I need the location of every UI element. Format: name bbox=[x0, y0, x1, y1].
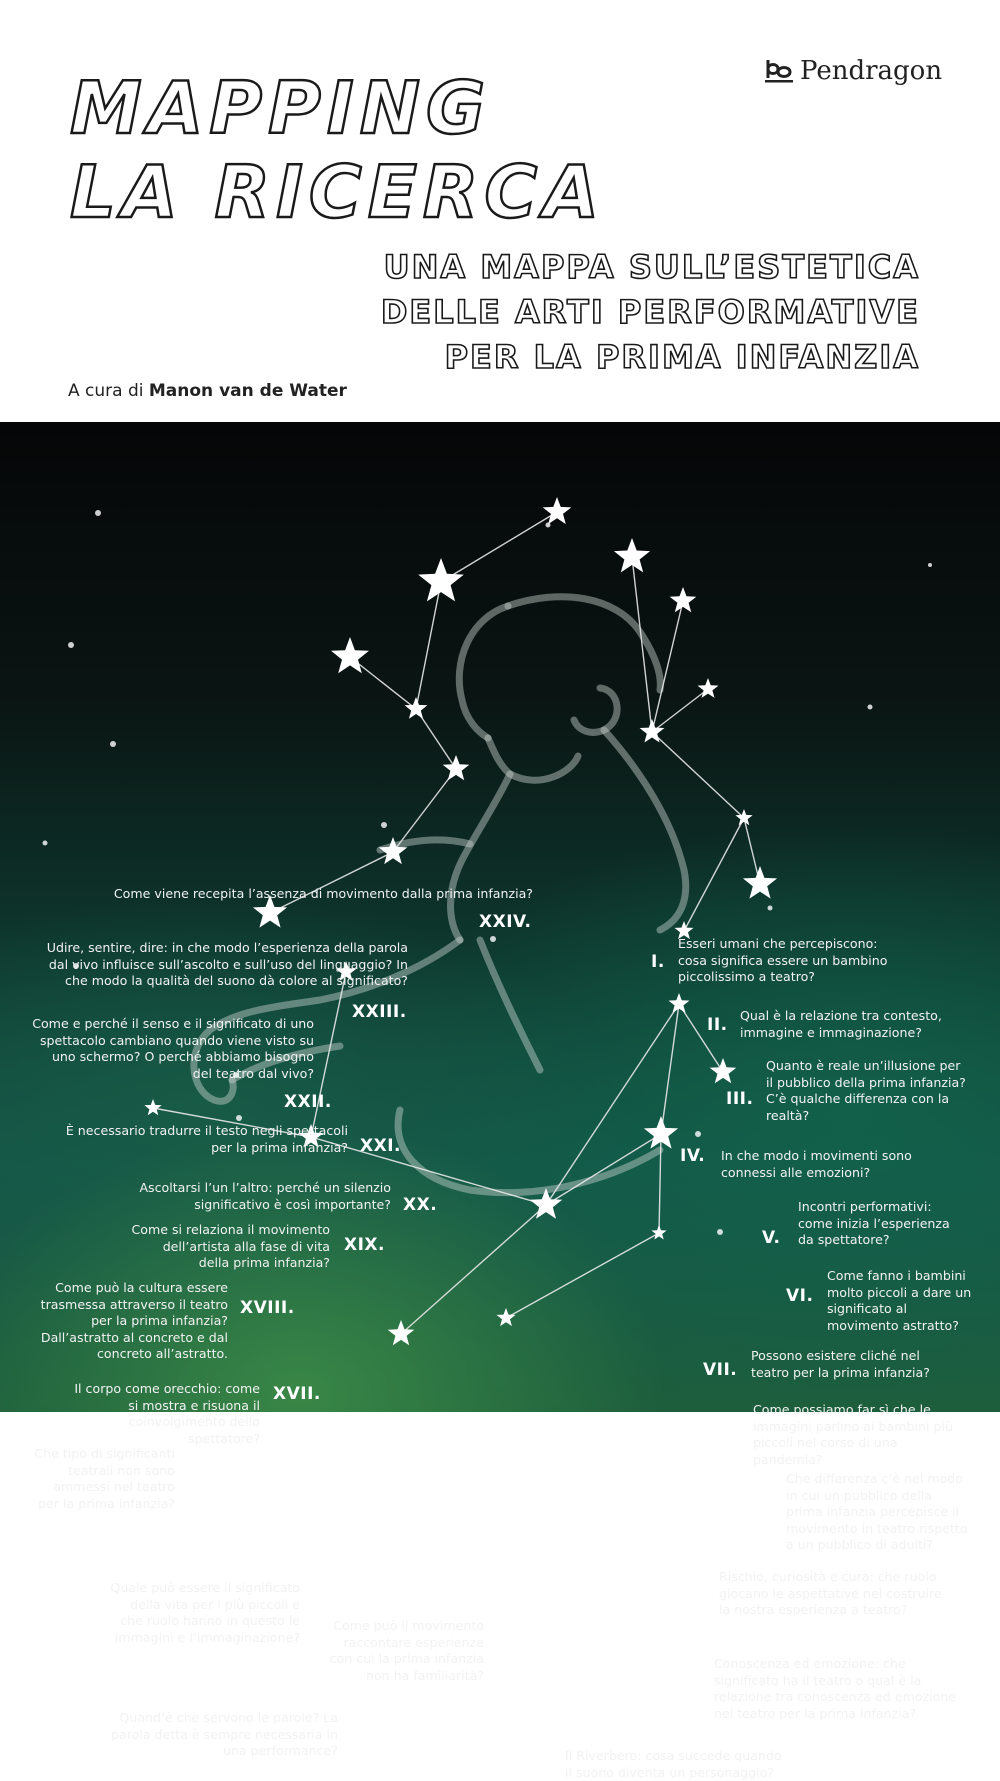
pendragon-logo-icon bbox=[764, 54, 794, 88]
numeral-9: IX. bbox=[742, 1486, 770, 1506]
question-2: Qual è la relazione tra contesto, immagine e immaginazione? bbox=[740, 1008, 942, 1040]
numeral-14: XIV. bbox=[567, 1608, 606, 1628]
curator-name: Manon van de Water bbox=[148, 381, 347, 401]
star-11 bbox=[651, 1225, 666, 1240]
question-21: È necessario tradurre il testo negli spettacoli per la prima infanzia? bbox=[65, 1123, 348, 1155]
question-15: Quale può essere il significato della vita per i più piccoli e che ruolo hanno in questo le immagini e l’immaginazione? bbox=[110, 1580, 300, 1645]
question-4: In che modo i movimenti sono connessi alle emozioni? bbox=[721, 1148, 912, 1180]
star-23 bbox=[418, 558, 464, 601]
question-18: Come può la cultura essere trasmessa attraverso il teatro per la prima infanzia? Dall’astratto al concreto e dal concreto all’astratto. bbox=[40, 1280, 228, 1361]
question-11: Conoscenza ed emozione: che significato ha il teatro o qual è la relazione tra conoscenza ed emozione nel teatro per la prima infanzia? bbox=[714, 1656, 957, 1721]
star-4 bbox=[640, 719, 665, 743]
question-24: Come viene recepita l’assenza di movimento dalla prima infanzia? bbox=[113, 886, 533, 901]
star-13 bbox=[388, 1320, 415, 1345]
question-14: Come può il movimento raccontare esperienze con cui la prima infanzia non ha familiarità? bbox=[329, 1618, 484, 1683]
numeral-3: III. bbox=[726, 1089, 754, 1109]
question-19: Come si relaziona il movimento dell’artista alla fase di vita della prima infanzia? bbox=[131, 1222, 330, 1270]
numeral-20: XX. bbox=[403, 1195, 438, 1215]
numeral-19: XIX. bbox=[344, 1235, 385, 1255]
numeral-24: XXIV. bbox=[479, 912, 532, 932]
question-10: Rischio, curiosità e cura: che ruolo giocano le aspettative nel costruire la nostra esperienza a teatro? bbox=[719, 1569, 942, 1617]
question-13: Quand’è che servono le parole? La parola detta è sempre necessaria in una performance? bbox=[111, 1710, 338, 1758]
title-line-2: LA RICERCA bbox=[70, 150, 605, 234]
publisher-name: Pendragon bbox=[800, 56, 943, 86]
numeral-17: XVII. bbox=[273, 1384, 321, 1404]
question-23: Udire, sentire, dire: in che modo l’esperienza della parola dal vivo influisce sull’ascolto e sull’uso del linguaggio? In che modo la qualità del suono dà colore al significato? bbox=[46, 940, 408, 988]
star-20 bbox=[443, 755, 470, 780]
star-9 bbox=[710, 1058, 737, 1083]
numeral-11: XI. bbox=[672, 1658, 700, 1678]
star-16 bbox=[144, 1099, 161, 1115]
star-2 bbox=[670, 587, 697, 612]
numeral-10: X. bbox=[685, 1565, 706, 1585]
header bbox=[0, 0, 1000, 422]
constellation-map bbox=[0, 422, 1000, 1780]
numeral-8: VIII. bbox=[697, 1414, 739, 1434]
numeral-13: XIII. bbox=[354, 1722, 396, 1742]
numeral-5: V. bbox=[762, 1228, 781, 1248]
curator-prefix: A cura di bbox=[68, 381, 144, 401]
question-1: Esseri umani che percepiscono: cosa significa essere un bambino piccolissimo a teatro? bbox=[678, 936, 888, 984]
star-21 bbox=[405, 697, 428, 719]
publisher bbox=[764, 54, 942, 88]
question-5: Incontri performativi: come inizia l’esperienza da spettatore? bbox=[798, 1199, 950, 1247]
question-9: Che differenza c’è nel modo in cui un pubblico della prima infanzia percepisce il movimento in teatro rispetto a un pubblico di adulti? bbox=[786, 1471, 968, 1552]
numeral-12: XII. bbox=[518, 1748, 553, 1768]
question-6: Come fanno i bambini molto piccoli a dare un significato al movimento astratto? bbox=[827, 1268, 972, 1333]
question-16: Che tipo di significanti teatrali non sono ammessi nel teatro per la prima infanzia? bbox=[34, 1446, 175, 1511]
title-line-1: MAPPING bbox=[70, 66, 492, 150]
star-group bbox=[144, 497, 777, 1345]
numeral-23: XXIII. bbox=[352, 1002, 407, 1022]
question-8: Come possiamo far sì che le immagini parlino ai bambini più piccoli nel corso di una pandemia? bbox=[753, 1402, 953, 1467]
star-12 bbox=[497, 1308, 516, 1326]
question-7: Possono esistere cliché nel teatro per la prima infanzia? bbox=[751, 1348, 930, 1380]
numeral-4: IV. bbox=[680, 1146, 706, 1166]
question-12: Il Riverbero: cosa succede quando il suono diventa un personaggio? bbox=[565, 1748, 782, 1780]
numeral-15: XV. bbox=[314, 1585, 347, 1605]
subtitle-line-2: DELLE ARTI PERFORMATIVE bbox=[380, 293, 920, 331]
numeral-22: XXII. bbox=[284, 1092, 332, 1112]
question-3: Quanto è reale un’illusione per il pubblico della prima infanzia? C’è qualche differenza con la realtà? bbox=[766, 1058, 966, 1123]
numeral-6: VI. bbox=[786, 1286, 814, 1306]
star-6 bbox=[743, 866, 777, 899]
star-8 bbox=[669, 993, 690, 1013]
numeral-18: XVIII. bbox=[240, 1298, 295, 1318]
numeral-21: XXI. bbox=[360, 1136, 401, 1156]
question-20: Ascoltarsi l’un l’altro: perché un silenzio significativo è così importante? bbox=[139, 1180, 391, 1212]
numeral-1: I. bbox=[651, 952, 665, 972]
question-22: Come e perché il senso e il significato di uno spettacolo cambiano quando viene visto su uno schermo? O perché abbiamo bisogno del teatro dal vivo? bbox=[32, 1016, 314, 1081]
question-17: Il corpo come orecchio: come si mostra e risuona il coinvolgimento dello spettatore? bbox=[74, 1381, 260, 1446]
numeral-2: II. bbox=[707, 1015, 728, 1035]
star-24 bbox=[543, 497, 572, 524]
subtitle-line-3: PER LA PRIMA INFANZIA bbox=[444, 338, 920, 376]
star-1 bbox=[614, 538, 650, 572]
subtitle-line-1: UNA MAPPA SULL’ESTETICA bbox=[383, 248, 920, 286]
numeral-7: VII. bbox=[703, 1360, 738, 1380]
curator-credit bbox=[68, 381, 347, 401]
numeral-16: XVI. bbox=[128, 1547, 170, 1567]
